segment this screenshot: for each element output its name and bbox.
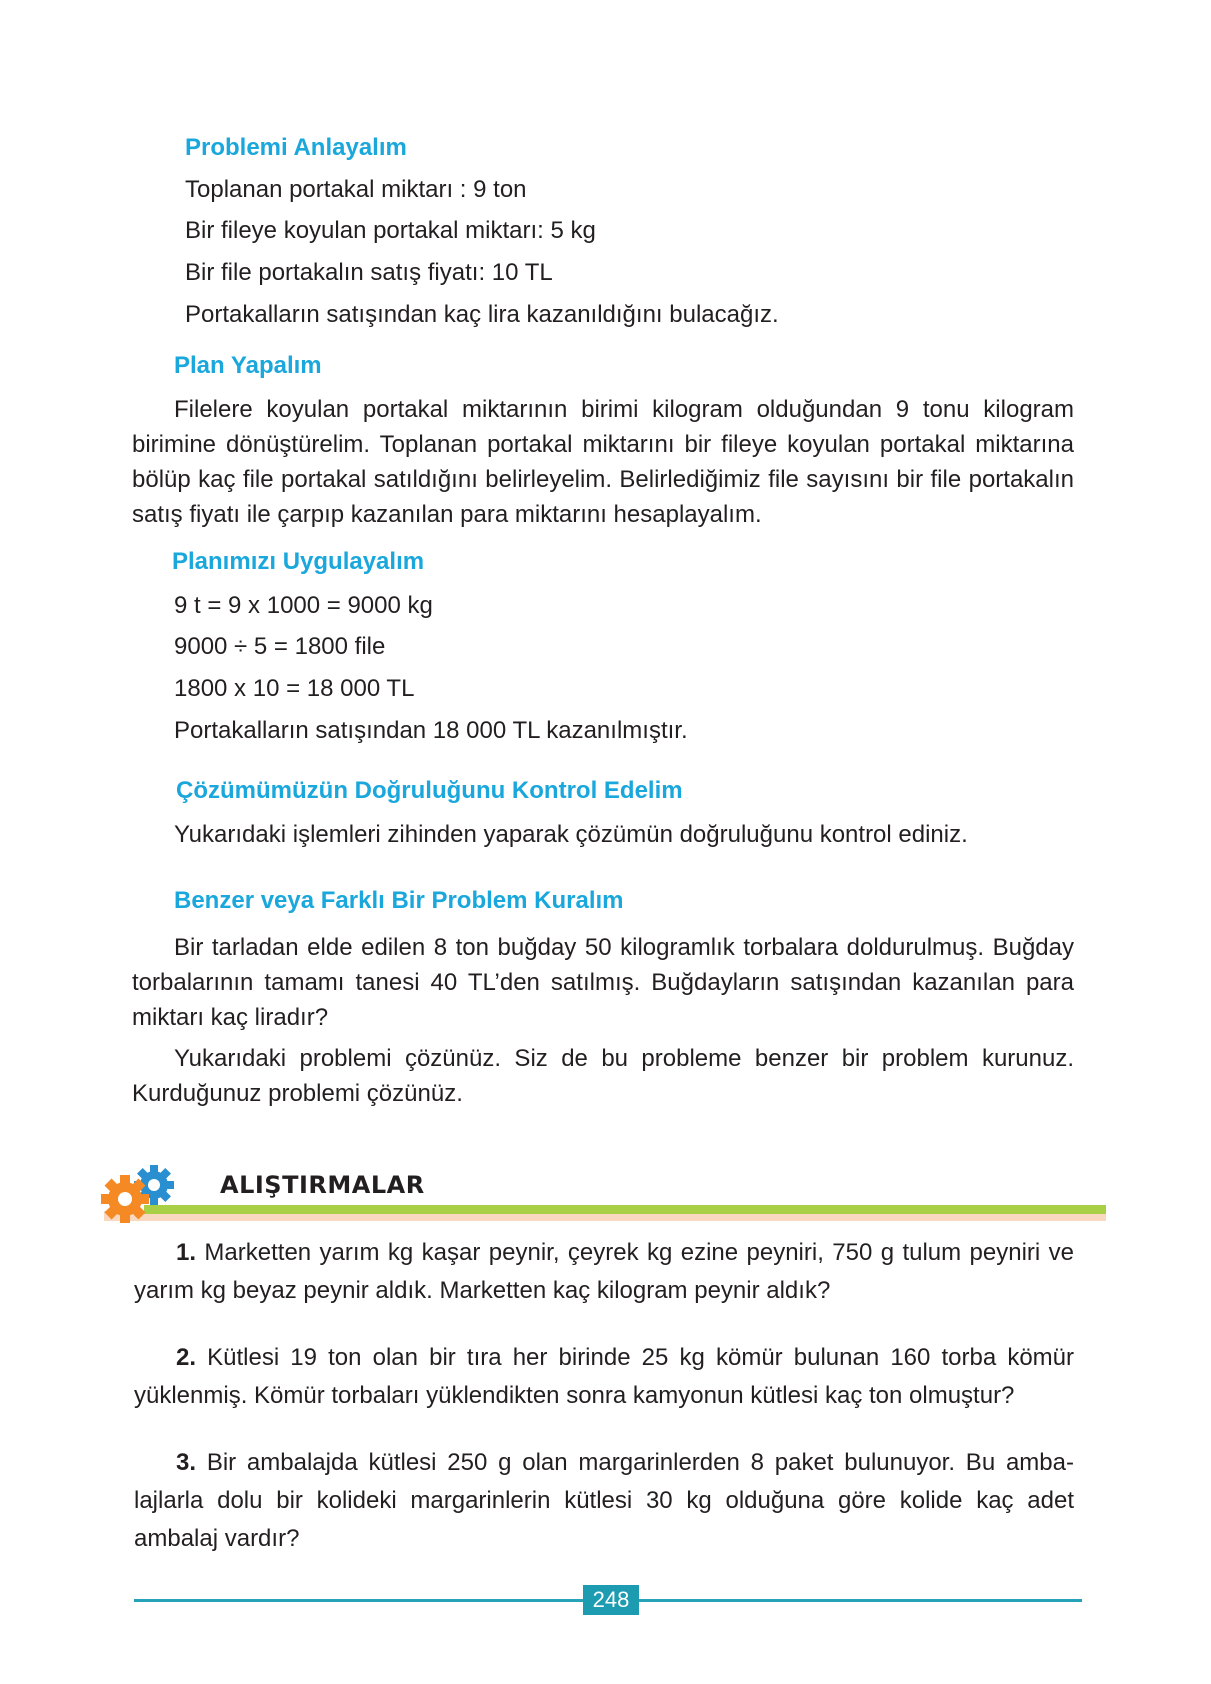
exercise-text: Marketten yarım kg kaşar peynir, çeyrek kg ezine peyniri, 750 g tulum peyniri ve yarım kg beyaz peynir aldık. Marketten kaç kilogram peynir aldık? bbox=[134, 1239, 1074, 1304]
exercise-1 bbox=[134, 1234, 1074, 1310]
check-heading: Çözümümüzün Doğruluğunu Kontrol Edelim bbox=[176, 777, 683, 804]
orange-gear-icon bbox=[100, 1174, 150, 1224]
understand-line-1: Toplanan portakal miktarı : 9 ton bbox=[185, 176, 527, 203]
apply-line-1: 9 t = 9 x 1000 = 9000 kg bbox=[174, 592, 433, 619]
check-text: Yukarıdaki işlemleri zihinden yaparak çözümün doğruluğunu kontrol ediniz. bbox=[174, 821, 968, 848]
exercises-banner bbox=[100, 1152, 1106, 1216]
exercise-number: 2. bbox=[176, 1344, 197, 1371]
exercise-number: 1. bbox=[176, 1239, 197, 1266]
apply-line-4: Portakalların satışından 18 000 TL kazanılmıştır. bbox=[174, 717, 688, 744]
understand-heading: Problemi Anlayalım bbox=[185, 134, 407, 161]
understand-line-3: Bir file portakalın satış fiyatı: 10 TL bbox=[185, 259, 553, 286]
footer-rule-left bbox=[134, 1599, 583, 1602]
understand-line-4: Portakalların satışından kaç lira kazanıldığını bulacağız. bbox=[185, 301, 779, 328]
understand-line-2: Bir fileye koyulan portakal miktarı: 5 kg bbox=[185, 217, 596, 244]
apply-line-2: 9000 ÷ 5 = 1800 file bbox=[174, 633, 386, 660]
similar-paragraph-1: Bir tarladan elde edilen 8 ton buğday 50 kilogramlık torbalara doldurulmuş. Buğday torbalarının tamamı tanesi 40 TL’den satılmış. Buğdayların satışından kazanılan para miktarı kaç liradır? bbox=[132, 934, 1074, 1031]
similar-heading: Benzer veya Farklı Bir Problem Kuralım bbox=[174, 887, 624, 914]
exercise-3 bbox=[134, 1444, 1074, 1558]
apply-line-3: 1800 x 10 = 18 000 TL bbox=[174, 675, 415, 702]
page-number: 248 bbox=[583, 1585, 639, 1615]
exercise-number: 3. bbox=[176, 1449, 197, 1476]
banner-green-stripe bbox=[144, 1205, 1106, 1214]
apply-heading: Planımızı Uygulayalım bbox=[172, 548, 425, 575]
exercise-text: Bir ambalajda kütlesi 250 g olan margarinlerden 8 paket bulunuyor. Bu ambalajlarla dolu bir kolideki margarinlerin kütlesi 30 kg olduğuna göre kolide kaç adet ambalaj vardır? bbox=[134, 1449, 1074, 1552]
footer-rule-right bbox=[639, 1599, 1082, 1602]
exercise-text: Kütlesi 19 ton olan bir tıra her birinde 25 kg kömür bulunan 160 torba kömür yüklenmiş. Kömür torbaları yüklendikten sonra kamyonun kütlesi kaç ton olmuştur? bbox=[134, 1344, 1074, 1409]
plan-paragraph: Filelere koyulan portakal miktarının birimi kilogram olduğundan 9 tonu kilogram birimine dönüştürelim. Toplanan portakal miktarını bir fileye koyulan portakal miktarına bölüp kaç file portakal satıldığını belirleyelim. Belirlediğimiz file sayısını bir file portakalın satış fiyatı ile çarpıp kazanılan para miktarını hesaplayalım. bbox=[132, 396, 1074, 528]
exercises-title: ALIŞTIRMALAR bbox=[220, 1171, 425, 1199]
exercise-2 bbox=[134, 1339, 1074, 1415]
plan-heading: Plan Yapalım bbox=[174, 352, 322, 379]
similar-paragraph-2: Yukarıdaki problemi çözünüz. Siz de bu probleme benzer bir problem kurunuz. Kurduğunuz problemi çözünüz. bbox=[132, 1045, 1074, 1107]
